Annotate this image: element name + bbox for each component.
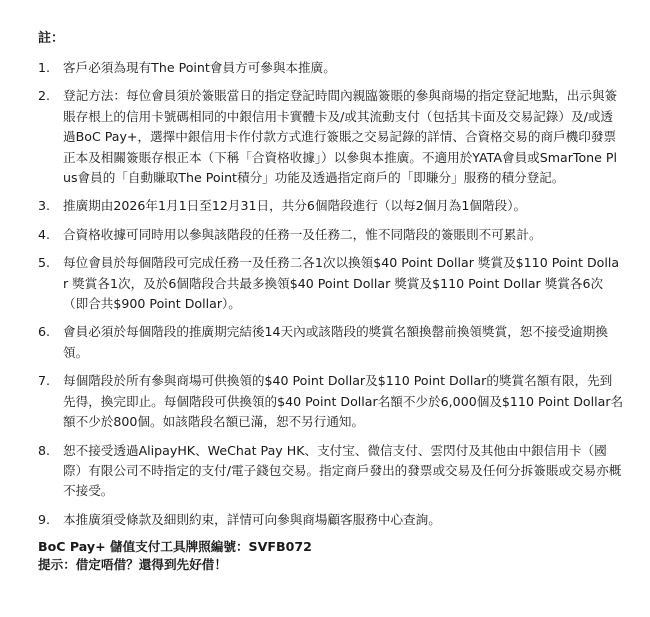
note-item	[38, 196, 624, 216]
note-text: 本推廣須受條款及細則約束，詳情可向參與商場顧客服務中心查詢。	[63, 511, 441, 527]
terms-document	[38, 29, 624, 574]
note-number: 2.	[38, 88, 51, 104]
note-number: 3.	[38, 198, 51, 214]
note-item	[38, 510, 624, 530]
note-item	[38, 441, 624, 502]
notes-list	[38, 58, 624, 530]
note-number: 4.	[38, 226, 51, 242]
note-text: 合資格收據可同時用以參與該階段的任務一及任務二，惟不同階段的簽賬則不可累計。	[63, 226, 542, 242]
note-item	[38, 253, 624, 314]
footer	[38, 538, 624, 574]
note-text: 每位會員於每個階段可完成任務一及任務二各1次以換領$40 Point Dollar 獎賞及$110 Point Dollar 獎賞各1次，及於6個階段合共最多換領$40 Point Dollar 獎賞及$110 Point Dollar 獎賞各6次（即合共$900 Point Dollar）。	[63, 255, 620, 312]
note-item	[38, 58, 624, 78]
note-item	[38, 322, 624, 363]
note-number: 6.	[38, 324, 51, 340]
borrowing-reminder: 提示：借定唔借？還得到先好借！	[38, 557, 227, 573]
note-text: 每個階段於所有參與商場可供換領的$40 Point Dollar及$110 Point Dollar的獎賞名額有限，先到先得，換完即止。每個階段可供換領的$40 Point Dollar名額不少於6,000個及$110 Point Dollar名額不少於800個。如該階段名額已滿，恕不另行通知。	[63, 373, 624, 430]
note-item	[38, 371, 624, 432]
note-text: 會員必須於每個階段的推廣期完結後14天內或該階段的獎賞名額換罄前換領獎賞，恕不接受逾期換領。	[63, 324, 608, 360]
note-number: 9.	[38, 511, 51, 527]
note-item	[38, 86, 624, 188]
note-number: 5.	[38, 255, 51, 271]
note-text: 登記方法：每位會員須於簽賬當日的指定登記時間內親臨簽賬的參與商場的指定登記地點，出示與簽賬存根上的信用卡號碼相同的中銀信用卡實體卡及/或其流動支付（包括其卡面及交易記錄）及/或透過BoC Pay+，選擇中銀信用卡作付款方式進行簽賬之交易記錄的詳情、合資格交易的商戶機印發票正本及相關簽賬存根正本（下稱「合資格收據」）以參與本推廣。不適用於YATA會員或SmarTone Plus會員的「自動賺取The Point積分」功能及透過指定商戶的「即賺分」服務的積分登記。	[63, 88, 618, 186]
license-number: BoC Pay+ 儲值支付工具牌照編號：SVFB072	[38, 539, 312, 555]
note-text: 推廣期由2026年1月1日至12月31日，共分6個階段進行（以每2個月為1個階段）。	[63, 198, 527, 214]
note-item	[38, 225, 624, 245]
notes-heading: 註：	[38, 31, 65, 46]
note-text: 恕不接受透過AlipayHK、WeChat Pay HK、支付宝、微信支付、雲閃付及其他由中銀信用卡（國際）有限公司不時指定的支付/電子錢包交易。指定商戶發出的發票或交易及任何分拆簽賬或交易亦概不接受。	[63, 442, 622, 499]
note-number: 7.	[38, 373, 51, 389]
note-number: 1.	[38, 60, 51, 75]
note-number: 8.	[38, 442, 51, 458]
note-text: 客戶必須為現有The Point會員方可參與本推廣。	[63, 60, 336, 75]
